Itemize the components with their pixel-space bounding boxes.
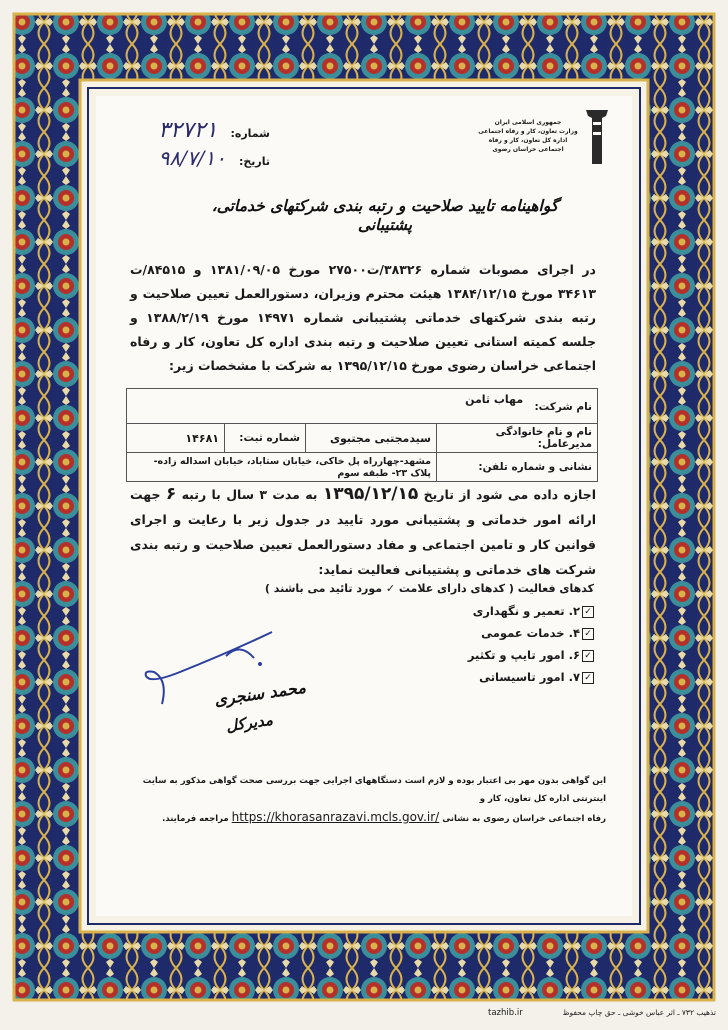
table-row <box>127 453 598 482</box>
logo-line-1: جمهوری اسلامی ایران <box>494 119 562 126</box>
address-label-cell <box>437 453 598 482</box>
date-value: ۹۸/۷/۱۰ <box>158 146 226 170</box>
address-label: نشانی و شماره تلفن: <box>478 461 592 473</box>
address-value: مشهد-چهارراه پل خاکی، خیابان ستاباد، خیابان اسداله زاده- پلاک ۲۳- طبقه سوم <box>153 456 431 479</box>
activity-item <box>468 648 594 662</box>
company-name-label: نام شرکت: <box>534 400 592 413</box>
reg-label: شماره ثبت: <box>239 432 300 444</box>
site-credit: tazhib.ir <box>488 1008 523 1018</box>
activity-label: ۷. امور تاسیساتی <box>479 670 580 684</box>
company-info-table <box>126 388 598 482</box>
permission-text-1: اجازه داده می شود از تاریخ <box>423 487 597 502</box>
activity-item <box>473 604 594 618</box>
manager-label-cell <box>437 424 598 453</box>
verification-link[interactable]: https://khorasanrazavi.mcls.gov.ir/ <box>231 810 440 824</box>
manager-label: نام و نام خانوادگی مدیرعامل: <box>495 426 592 450</box>
manager-value: سیدمجتبی مجتبوی <box>329 431 431 445</box>
date-field <box>140 146 270 170</box>
footer-note-line-1: این گواهی بدون مهر بی اعتبار بوده و لازم است دستگاههای اجرایی جهت بررسی صحت گواهی مذکور به سایت اینترنتی اداره کل تعاون، کار و <box>142 776 606 804</box>
checkbox-checked-icon: ✓ <box>582 672 594 684</box>
activity-item <box>479 670 594 684</box>
table-row <box>127 389 598 424</box>
permission-paragraph <box>130 482 596 582</box>
checkbox-checked-icon: ✓ <box>582 606 594 618</box>
reg-value: ۱۴۶۸۱ <box>185 431 219 445</box>
permission-rank: ۶ <box>165 484 177 504</box>
number-label: شماره: <box>230 127 270 140</box>
footer-note <box>130 772 606 828</box>
number-field <box>140 118 270 143</box>
permission-text-2: به مدت ۳ سال با رتبه <box>181 487 318 502</box>
ministry-logo <box>476 108 612 168</box>
manager-value-cell <box>306 424 437 453</box>
activities-header: کدهای فعالیت ( کدهای دارای علامت ✓ مورد تائید می باشند ) <box>264 582 594 595</box>
logo-line-3: اداره کل تعاون، کار و رفاه اجتماعی خراسان رضوی <box>488 137 568 153</box>
permission-text-3: جهت ارائه امور خدماتی و پشتیبانی مورد تایید در جدول زیر با رعایت و اجرای قوانین کار و تامین اجتماعی و مفاد دستورالعمل تعیین صلاحیت و رتبه بندی شرکت های خدماتی و پشتیبانی فعالیت نماید: <box>130 487 596 577</box>
checkbox-checked-icon: ✓ <box>582 628 594 640</box>
activity-label: ۶. امور تایپ و تکثیر <box>467 648 580 662</box>
certificate-title: گواهینامه تایید صلاحیت و رتبه بندی شرکتهای خدماتی، پشتیبانی <box>211 196 559 234</box>
number-value: ۳۲۷۲۱ <box>158 118 218 143</box>
checkbox-checked-icon: ✓ <box>582 650 594 662</box>
footer-note-line-2b: مراجعه فرمایند. <box>162 814 229 824</box>
signatory-name: محمد سنجری <box>213 677 307 710</box>
company-name-cell <box>127 389 598 424</box>
activity-item <box>481 626 594 640</box>
activity-label: ۲. تعمیر و نگهداری <box>472 604 580 618</box>
designer-credit: تذهیب ۷۳۲ ـ اثر عباس خوشی ـ حق چاپ محفوظ <box>562 1008 716 1017</box>
logo-line-2: وزارت تعاون، کار و رفاه اجتماعی <box>478 128 578 135</box>
emblem-icon <box>582 108 612 166</box>
reg-value-cell <box>127 424 225 453</box>
intro-paragraph: در اجرای مصوبات شماره ۳۸۳۲۶/ت۲۷۵۰۰ مورخ ۱۳۸۱/۰۹/۰۵ و ۸۴۵۱۵/ت ۳۴۶۱۳ مورخ ۱۳۸۴/۱۲/۱۵ هیئت محترم وزیران، دستورالعمل تعیین صلاحیت و رتبه بندی شرکتهای خدماتی پشتیبانی شماره ۱۴۹۷۱ مورخ ۱۳۸۸/۲/۱۹ و جلسه کمیته استانی تعیین صلاحیت و رتبه بندی اداره کل تعاون، کار و رفاه اجتماعی خراسان رضوی مورخ ۱۳۹۵/۱۲/۱۵ به شرکت با مشخصات زیر: <box>130 262 596 373</box>
date-label: تاریخ: <box>238 155 270 168</box>
footer-note-line-2a: رفاه اجتماعی خراسان رضوی به نشانی <box>442 814 606 824</box>
signatory-title: مدیرکل <box>224 710 274 736</box>
activity-label: ۴. خدمات عمومی <box>481 626 580 640</box>
company-name-value: مهاب ثامن <box>465 392 524 406</box>
table-row <box>127 424 598 453</box>
address-value-cell <box>127 453 437 482</box>
permission-date: ۱۳۹۵/۱۲/۱۵ <box>322 484 419 504</box>
reg-label-cell <box>225 424 306 453</box>
